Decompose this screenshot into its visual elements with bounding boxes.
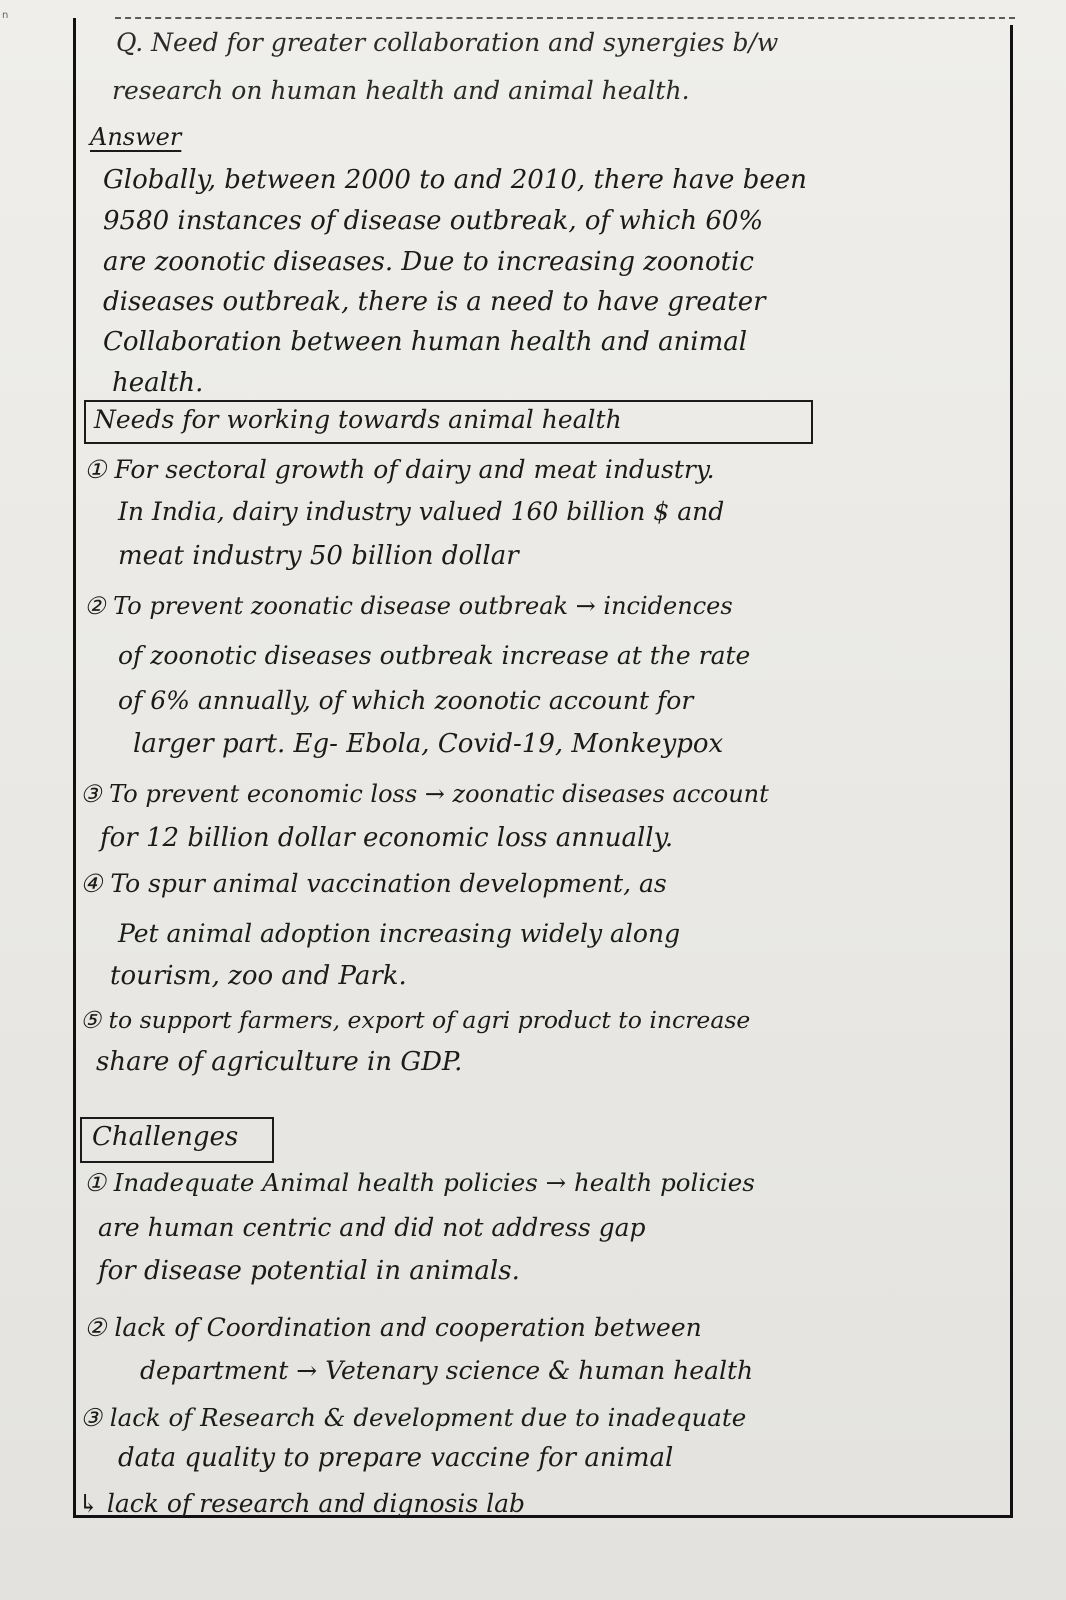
top-dashed-rule [115,17,1015,19]
need-line: share of agriculture in GDP. [96,1047,463,1077]
intro-line: are zoonotic diseases. Due to increasing zoonotic [103,247,754,277]
challenge-line: for disease potential in animals. [98,1256,520,1286]
right-margin-line [1010,25,1013,1518]
left-margin-line [73,18,76,1518]
intro-line: 9580 instances of disease outbreak, of which 60% [103,206,764,236]
challenge-line: data quality to prepare vaccine for animal [118,1443,674,1473]
need-line: for 12 billion dollar economic loss annually. [100,823,674,853]
intro-line: Globally, between 2000 to and 2010, there have been [103,165,807,195]
question-line-2: research on human health and animal health. [112,76,690,105]
need-line: ② To prevent zoonatic disease outbreak → incidences [84,592,733,620]
need-line: meat industry 50 billion dollar [118,541,519,571]
question-line-1: Q. Need for greater collaboration and synergies b/w [116,28,779,57]
need-line: In India, dairy industry valued 160 billion $ and [118,497,725,526]
need-line: ⑤ to support farmers, export of agri product to increase [80,1006,751,1034]
challenge-line: ② lack of Coordination and cooperation between [84,1313,702,1342]
answer-label: Answer [90,123,182,151]
need-line: ③ To prevent economic loss → zoonatic diseases account [80,780,769,808]
intro-line: Collaboration between human health and animal [103,327,748,357]
challenge-footnote: ↳ lack of research and dignosis lab [78,1489,526,1518]
challenge-line: are human centric and did not address gap [98,1213,646,1242]
need-line: Pet animal adoption increasing widely along [118,919,681,948]
need-line: ④ To spur animal vaccination development, as [80,869,667,898]
need-line: of zoonotic diseases outbreak increase at the rate [118,641,751,670]
challenge-line: ① Inadequate Animal health policies → health policies [84,1168,755,1197]
challenges-heading: Challenges [92,1122,239,1152]
need-line: larger part. Eg- Ebola, Covid-19, Monkeypox [133,729,724,759]
need-line: ① For sectoral growth of dairy and meat industry. [84,455,715,484]
challenge-line: ③ lack of Research & development due to inadequate [80,1403,747,1432]
need-line: tourism, zoo and Park. [110,961,407,991]
need-line: of 6% annually, of which zoonotic account for [118,686,694,715]
intro-line: diseases outbreak, there is a need to have greater [103,287,766,317]
needs-heading: Needs for working towards animal health [94,405,622,434]
challenge-line: department → Vetenary science & human health [140,1356,754,1385]
intro-line: health. [112,368,204,398]
corner-mark: n [2,10,9,21]
